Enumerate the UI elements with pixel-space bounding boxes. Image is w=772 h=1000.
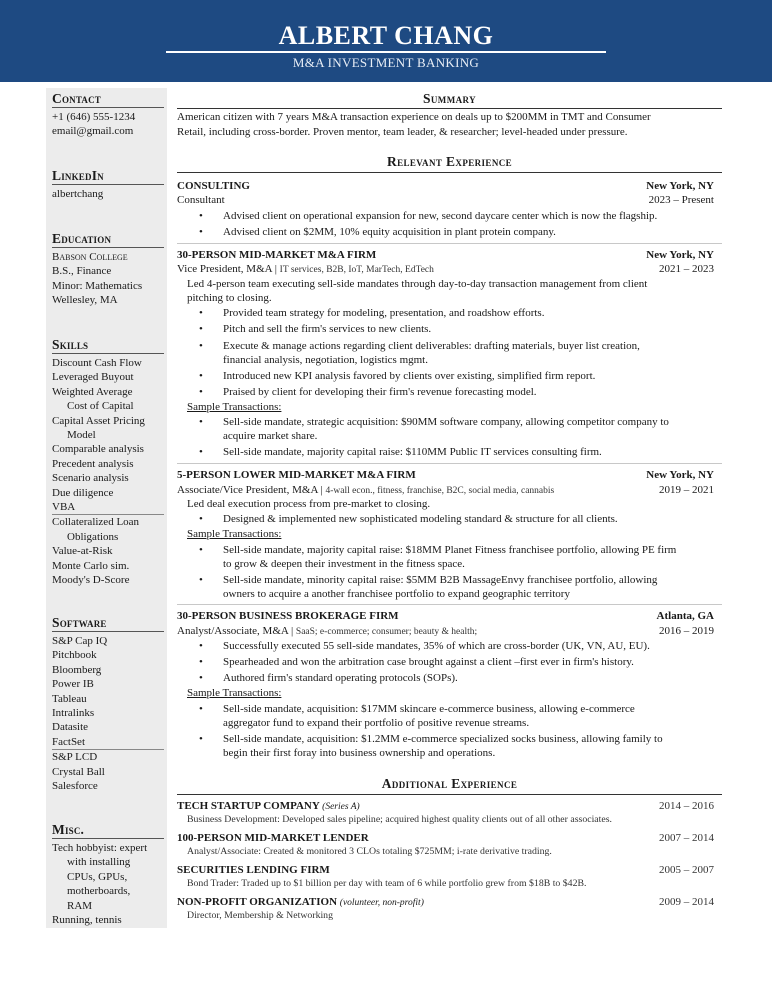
sample-transactions-label: Sample Transactions: (187, 401, 282, 413)
skills-section (52, 336, 164, 588)
skill-item: Due diligence (52, 486, 114, 499)
misc-item: CPUs, GPUs, (67, 870, 128, 883)
skill-item: Scenario analysis (52, 472, 129, 485)
software-item: S&P Cap IQ (52, 635, 108, 647)
software-item: FactSet (52, 735, 85, 748)
contact-section (52, 90, 164, 139)
software-item: Salesforce (52, 780, 98, 793)
software-heading: Software (52, 614, 164, 632)
education-section (52, 230, 164, 308)
job-intro: pitching to closing. (187, 292, 272, 304)
misc-item: motherboards, (67, 885, 131, 898)
job-separator (177, 243, 722, 244)
software-item: Power IB (52, 678, 94, 691)
skill-item: Monte Carlo sim. (52, 559, 130, 572)
job-firm: 5-PERSON LOWER MID-MARKET M&A FIRM (177, 469, 416, 481)
job-dates: 2019 – 2021 (659, 484, 714, 496)
school-name: Babson College (52, 251, 128, 263)
skill-item: Comparable analysis (52, 443, 144, 456)
email-address: email@gmail.com (52, 125, 134, 138)
job-bullet: • Execute & manage actions regarding client deliverables: drafting materials, buyer list creation, (199, 340, 640, 352)
skill-item: Discount Cash Flow (52, 357, 142, 369)
skill-item: Cost of Capital (67, 400, 134, 413)
job-role: Analyst/Associate, M&A | SaaS; e-commerce; consumer; beauty & health; (177, 625, 478, 637)
additional-item-title: SECURITIES LENDING FIRM (177, 864, 330, 876)
skill-item: Value-at-Risk (52, 545, 113, 558)
linkedin-heading: LinkedIn (52, 167, 164, 185)
additional-item-desc: Director, Membership & Networking (187, 910, 333, 921)
additional-item-dates: 2009 – 2014 (659, 896, 714, 908)
skill-item: Obligations (67, 530, 119, 543)
software-item: S&P LCD (52, 749, 164, 764)
skill-item: Model (67, 429, 96, 442)
job-bullet: • Provided team strategy for modeling, presentation, and roadshow efforts. (199, 307, 545, 319)
summary-heading: Summary (423, 91, 476, 106)
additional-item-title: NON-PROFIT ORGANIZATION (volunteer, non-profit) (177, 896, 424, 908)
sample-bullet: • Sell-side mandate, majority capital raise: $110MM Public IT services consulting firm. (199, 446, 602, 458)
contact-heading: Contact (52, 90, 164, 108)
software-item: Pitchbook (52, 649, 97, 662)
sample-bullet-continuation: begin their first foray into business ownership and operations. (223, 747, 496, 759)
candidate-name: ALBERT CHANG (278, 21, 494, 50)
job-location: New York, NY (646, 469, 714, 481)
job-bullet: • Advised client on operational expansion for new, second daycare center which is now the flagship. (199, 210, 658, 222)
software-section (52, 614, 164, 793)
skill-item: Collateralized Loan (52, 514, 164, 529)
misc-item: Running, tennis (52, 914, 122, 927)
sample-bullet-continuation: to grow & deepen their investment in the fitness space. (223, 558, 465, 570)
job-bullet: • Praised by client for developing their firm's revenue forecasting model. (199, 386, 537, 398)
degree: B.S., Finance (52, 265, 112, 278)
section-divider (177, 108, 722, 109)
skills-heading: Skills (52, 336, 164, 354)
additional-experience-heading: Additional Experience (381, 776, 518, 791)
sample-transactions-label: Sample Transactions: (187, 528, 282, 540)
misc-section (52, 821, 164, 927)
additional-item-dates: 2007 – 2014 (659, 832, 714, 844)
candidate-title: M&A INVESTMENT BANKING (292, 55, 480, 70)
job-bullet: • Authored firm's standard operating protocols (SOPs). (199, 672, 458, 684)
header-divider (166, 51, 606, 53)
linkedin-section (52, 167, 164, 201)
job-location: New York, NY (646, 249, 714, 261)
sample-bullet: • Sell-side mandate, acquisition: $17MM skincare e-commerce business, allowing e-commerce (199, 703, 635, 715)
job-dates: 2023 – Present (648, 194, 714, 206)
software-item: Bloomberg (52, 663, 102, 676)
sample-bullet: • Sell-side mandate, majority capital raise: $18MM Planet Fitness franchisee portfolio, allowing PE firm (199, 544, 677, 556)
software-item: Crystal Ball (52, 765, 105, 778)
sample-bullet: • Sell-side mandate, strategic acquisition: $90MM software company, allowing competitor company to (199, 416, 669, 428)
software-item: Datasite (52, 721, 89, 734)
skill-item: VBA (52, 501, 76, 514)
sidebar (46, 88, 167, 928)
section-divider (177, 794, 722, 795)
additional-item-dates: 2014 – 2016 (659, 800, 714, 812)
misc-item: with installing (67, 856, 131, 869)
additional-item-desc: Analyst/Associate: Created & monitored 3 CLOs totaling $725MM; i-rate derivative trading. (187, 846, 552, 857)
skill-item: Leveraged Buyout (52, 371, 134, 384)
section-divider (177, 172, 722, 173)
education-heading: Education (52, 230, 164, 248)
relevant-experience-heading: Relevant Experience (386, 154, 513, 169)
minor: Minor: Mathematics (52, 279, 143, 292)
job-bullet-continuation: financial analysis, negotiation, logistics mgmt. (223, 354, 428, 366)
job-firm: 30-PERSON BUSINESS BROKERAGE FIRM (177, 610, 399, 622)
summary-line: Retail, including cross-border. Proven mentor, team leader, & researcher; level-headed under pressure. (177, 126, 628, 138)
additional-item-desc: Business Development: Developed sales pipeline; acquired highest quality clients out of all other associates. (187, 814, 612, 825)
sample-bullet: • Sell-side mandate, minority capital raise: $5MM B2B MassageEnvy franchisee portfolio, allowing (199, 574, 658, 586)
job-firm: 30-PERSON MID-MARKET M&A FIRM (177, 249, 377, 261)
job-location: Atlanta, GA (656, 610, 714, 622)
job-bullet: • Successfully executed 55 sell-side mandates, 35% of which are cross-border (UK, VN, AU, EU). (199, 640, 650, 652)
additional-item-title: 100-PERSON MID-MARKET LENDER (177, 832, 369, 844)
job-dates: 2021 – 2023 (659, 263, 714, 275)
additional-item-title: TECH STARTUP COMPANY (Series A) (177, 800, 360, 812)
job-firm: CONSULTING (177, 180, 250, 192)
linkedin-handle: albertchang (52, 188, 104, 200)
job-bullet: • Pitch and sell the firm's services to new clients. (199, 323, 432, 335)
misc-item: RAM (67, 899, 93, 912)
job-dates: 2016 – 2019 (659, 625, 714, 637)
software-item: Tableau (52, 692, 87, 705)
phone-number: +1 (646) 555-1234 (52, 111, 136, 123)
job-bullet: • Introduced new KPI analysis favored by clients over existing, simplified firm report. (199, 370, 596, 382)
job-bullet: • Spearheaded and won the arbitration case brought against a client –first ever in firm's history. (199, 656, 634, 668)
sample-bullet-continuation: aggregator fund to expand their portfolio of positive revenue streams. (223, 717, 530, 729)
software-item: Intralinks (52, 707, 95, 720)
job-location: New York, NY (646, 180, 714, 192)
misc-heading: Misc. (52, 821, 164, 839)
sample-transactions-label: Sample Transactions: (187, 687, 282, 699)
job-role: Consultant (177, 194, 225, 206)
sample-bullet-continuation: owners to acquire a another franchisee portfolio to expand geographic territory (223, 588, 570, 600)
job-separator (177, 604, 722, 605)
school-location: Wellesley, MA (52, 294, 118, 307)
job-separator (177, 463, 722, 464)
misc-item: Tech hobbyist: expert (52, 842, 148, 854)
job-bullet: • Advised client on $2MM, 10% equity acquisition in plant protein company. (199, 226, 556, 238)
job-bullet: • Designed & implemented new sophisticated modeling standard & structure for all clients. (199, 513, 618, 525)
skill-item: Moody's D-Score (52, 574, 130, 587)
job-role: Vice President, M&A | IT services, B2B, IoT, MarTech, EdTech (177, 263, 434, 275)
job-role: Associate/Vice President, M&A | 4-wall econ., fitness, franchise, B2C, social media, cannabis (177, 484, 555, 496)
additional-item-desc: Bond Trader: Traded up to $1 billion per day with team of 6 while portfolio grew from $18B to $42B. (187, 878, 587, 889)
sample-bullet-continuation: acquire market share. (223, 430, 318, 442)
resume-header (0, 0, 772, 82)
skill-item: Capital Asset Pricing (52, 414, 145, 427)
job-intro: Led 4-person team executing sell-side mandates through day-to-day transaction management from client (187, 278, 648, 290)
skill-item: Precedent analysis (52, 457, 134, 470)
additional-item-dates: 2005 – 2007 (659, 864, 714, 876)
summary-line: American citizen with 7 years M&A transaction experience on deals up to $200MM in TMT and Consumer (177, 111, 651, 123)
sample-bullet: • Sell-side mandate, acquisition: $1.2MM e-commerce specialized socks business, allowing family to (199, 733, 663, 745)
job-intro: Led deal execution process from pre-market to closing. (187, 498, 431, 510)
skill-item: Weighted Average (52, 385, 133, 398)
